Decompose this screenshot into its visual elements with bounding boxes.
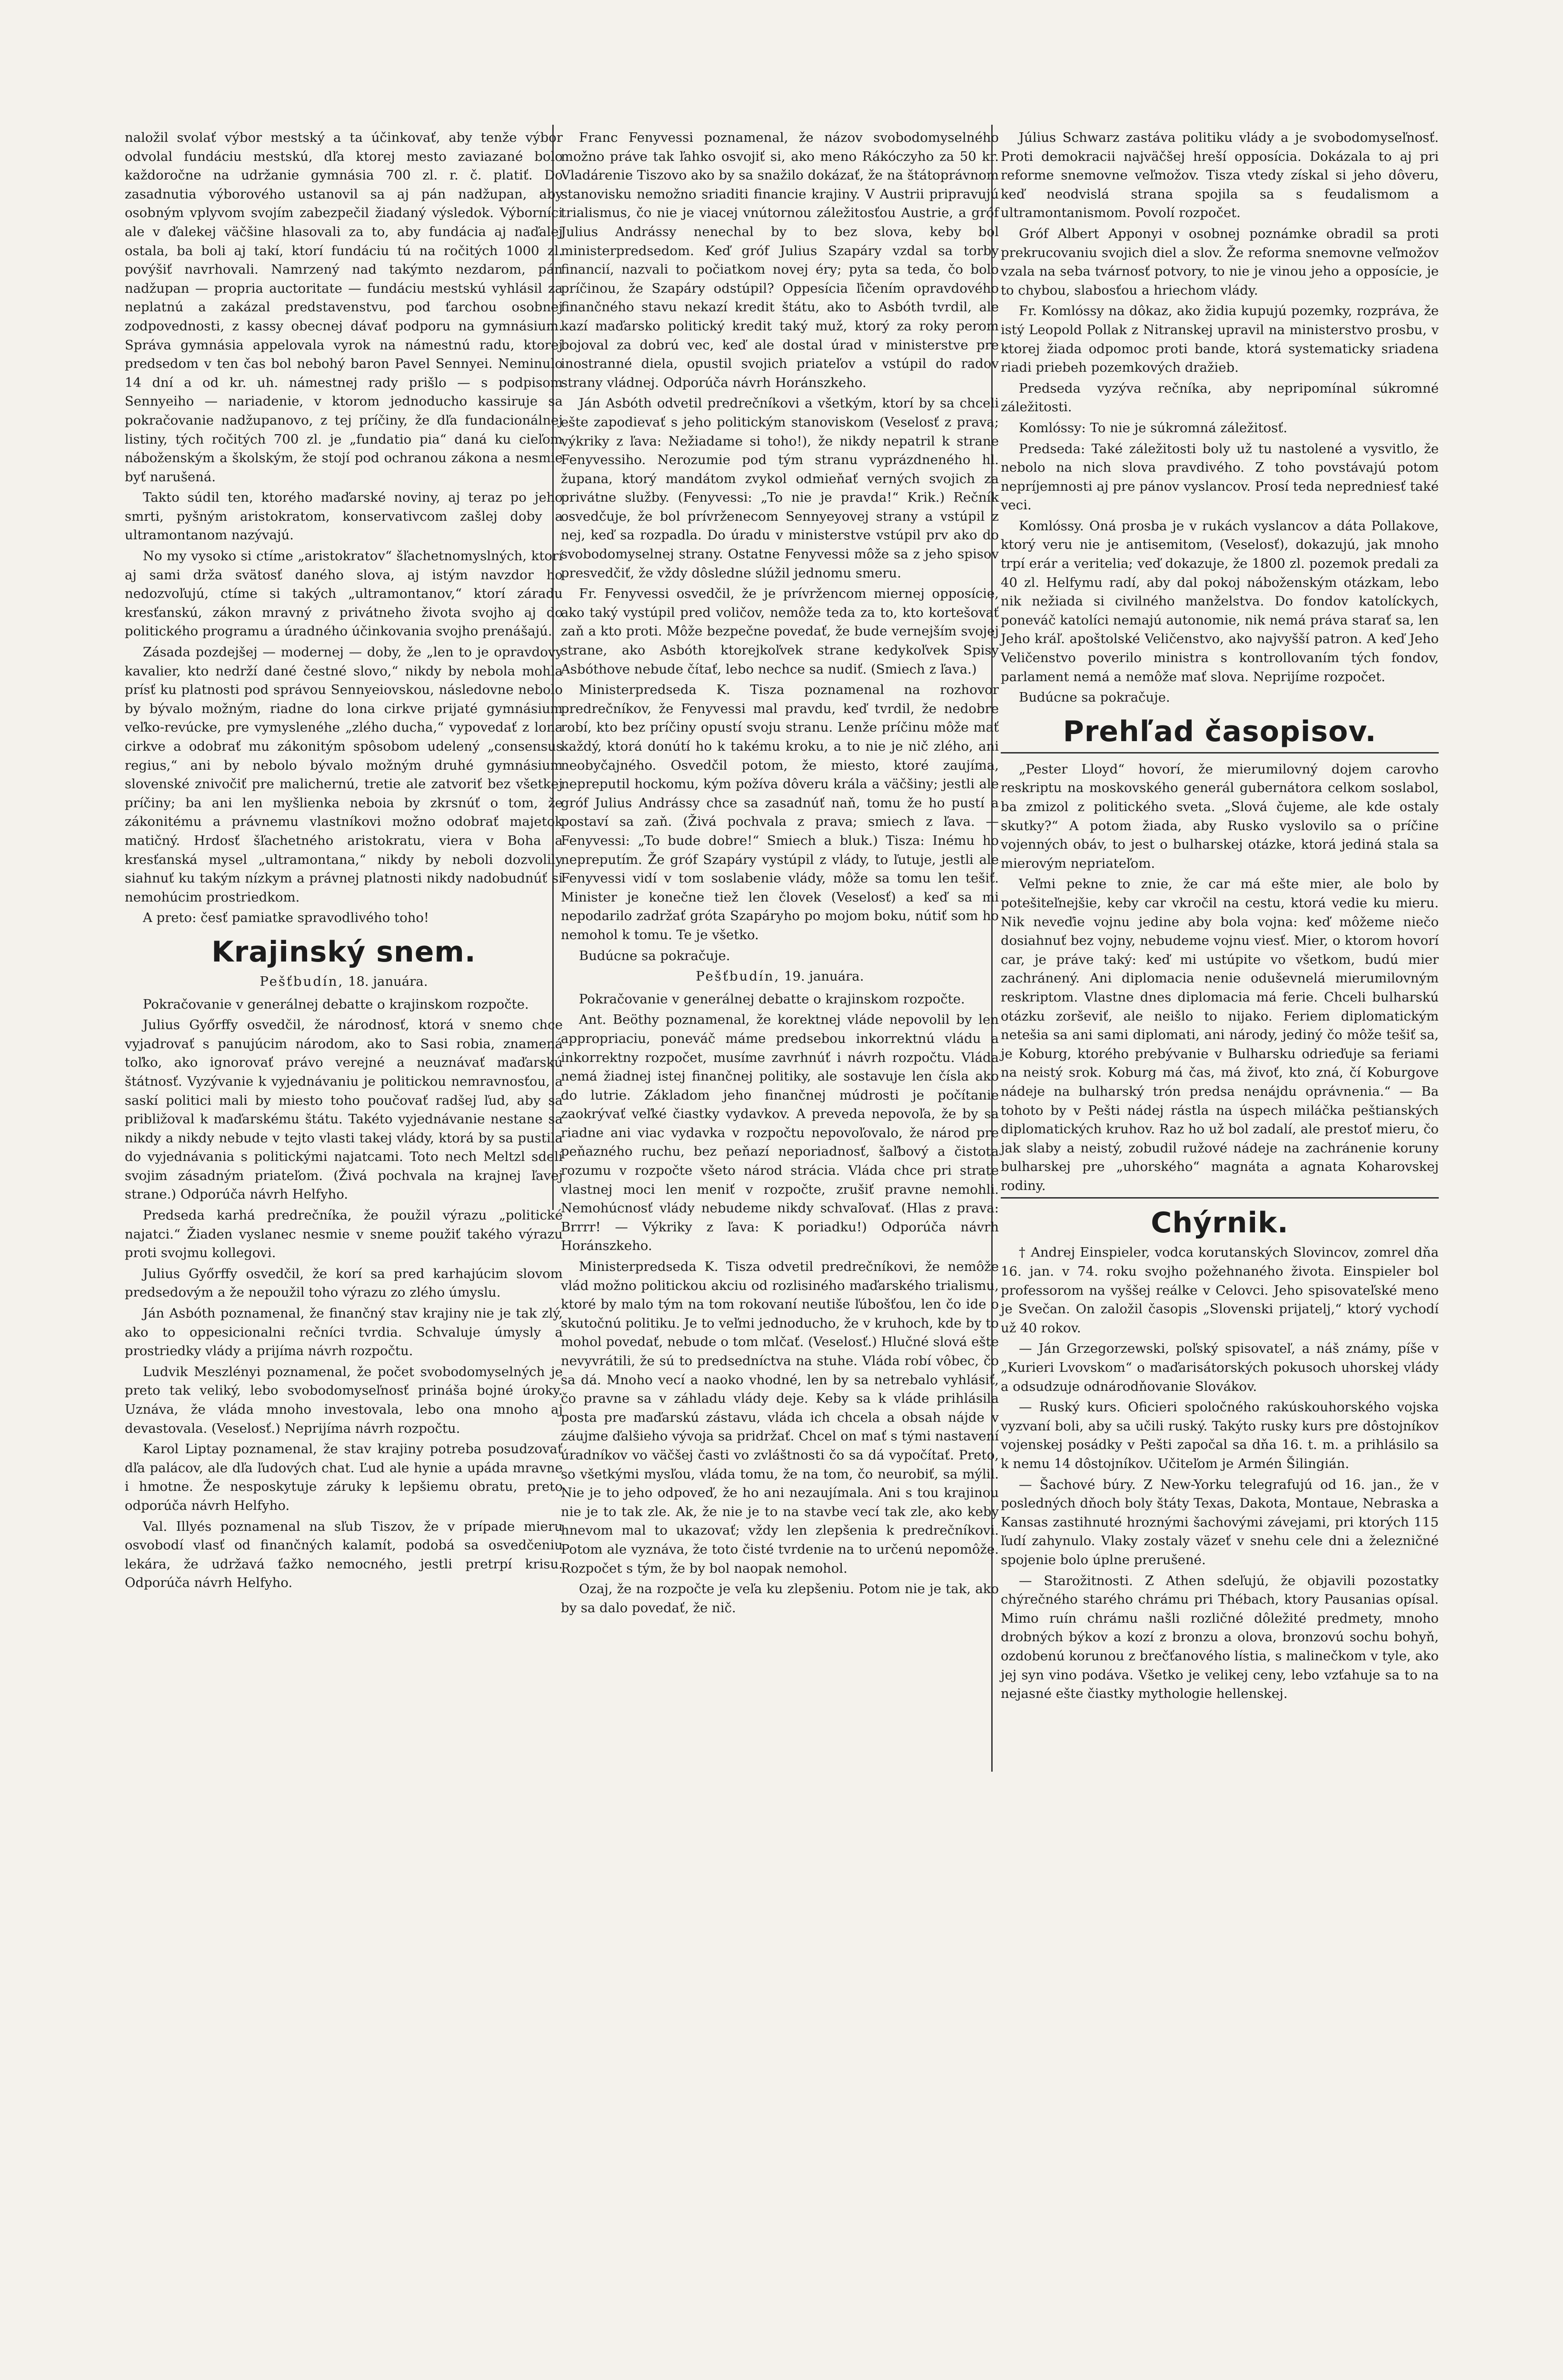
dateline (561, 967, 999, 986)
article-paragraph: No my vysoko si ctíme „aristokratov“ šľachetnomyslných, ktorí aj sami drža svätosť daného slova, aj istým navzdor ho nedozvoľujú, ctíme si takých „ultramontanov,“ ktorí záradu kresťanskú, zákon mravný z privátneho života svojho aj do politického programu a úradného účinkovania svojho prenášajú. (125, 548, 563, 639)
snem-paragraph: Karol Liptay poznamenal, že stav krajiny potreba posudzovať dľa palácov, ale dľa ľudových chat. Ľud ale hynie a upáda mravne i hmotne. Že nesposkytuje záruky k lepšiemu obratu, preto odporúča návrh Helfyho. (125, 1441, 563, 1513)
article-paragraph: Predseda vyzýva rečníka, aby nepripomínal súkromné záležitosti. (1001, 380, 1439, 415)
chyrnik-paragraph: — Ján Grzegorzewski, poľský spisovateľ, a náš známy, píše v „Kurieri Lvovskom“ o maďarisátorských pokusoch uhorskej vlády a odsudzuje odnárodňovanie Slovákov. (1001, 1341, 1439, 1394)
column-middle (561, 129, 999, 1619)
snem-paragraph: Ludvik Meszlényi poznamenal, že počet svobodomyselných je preto tak veliký, lebo svobodomyseľnosť prináša bojné úroky. Uznáva, že vláda mnoho investovala, lebo ona mnoho aj devastovala. (Veselosť.) Neprijíma návrh rozpočtu. (125, 1364, 563, 1436)
snem-paragraph: Julius Győrffy osvedčil, že korí sa pred karhajúcim slovom predsedovým a že nepoužil toho výrazu zo zlého úmyslu. (125, 1266, 563, 1300)
section-divider (1001, 1197, 1439, 1199)
article-paragraph: Ministerpredseda K. Tisza odvetil predrečníkovi, že nemôže vlád možno politickou akciu od rozlisiného maďarského trialismu, ktoré by malo tým na tom rokovaní neutiše ľúbošťou, len čo ide o skutočnú politiku. Je to veľmi jednoducho, že v kruhoch, kde by to mohol povedať, nebude o tom mlčať. (Veselosť.) Hlučné slová ešte nevyvrátili, že sú to predsedníctva na stuhe. Vláda robí vôbec, čo sa dá. Mnoho vecí a naoko vhodné, len by sa netrebalo vyhlásiť, čo pravne sa v záhladu vlády deje. Keby sa k vláde prihlásila posta pre maďarskú zástavu, vláda ich chcela a obsah nájde v záujme ďalšieho vývoja sa pridržať. Chcel on mať s tými nastavení úradníkov vo väčšej časti vo zvláštnosti čo sa dá vypočítať. Preto, so všetkými mysľou, vláda tomu, že na tom, čo neurobiť, sa mýlil. Nie je to jeho odpoveď, že ho ani nezaujímala. Ani s tou krajinou nie je to tak zle. Ak, že nie je to na stavbe vecí tak zle, ako keby hnevom mal to ukazovať; vždy len zlepšenia k predrečníkovi. Potom ale vyznáva, že toto čisté tvrdenie na to určenú nepomôže. Rozpočet s tým, že by bol naopak nemohol. (561, 1259, 999, 1576)
section-divider (1001, 752, 1439, 754)
article-paragraph: Ant. Beöthy poznamenal, že korektnej vláde nepovolil by len appropriaciu, poneváč máme predsebou inkorrektnú vládu a inkorrektny rozpočet, musíme zavrhnúť i návrh rozpočtu. Vláda nemá žiadnej istej finančnej politiky, ale sostavuje len čísla ako do lutrie. Základom jeho finančnej múdrosti je počítanie zaokrývať veľké čiastky vydavkov. A preveda nepovoľa, že by sa riadne ani viac vydavka v rozpočtu nepovoľovalo, že národ pre peňazného ruchu, bez peňazí neporiadnosť, šaľbový a čistota rozumu v rozpočte všeto národ strácia. Vláda chce pri strate vlastnej moci len meniť v rozpočte, zrušiť pravne nemohli. Nemohúcnosť vlády nebudeme nikdy schvaľovať. (Hlas z prava: Brrrr! — Výkriky z ľava: K poriadku!) Odporúča návrh Horánszkeho. (561, 1012, 999, 1254)
dateline-place: Pešťbudín, (259, 973, 344, 989)
column-right (1001, 129, 1439, 1706)
column-left (125, 129, 563, 1595)
article-paragraph: Predseda: Také záležitosti boly už tu nastolené a vysvitlo, že nebolo na nich slova pravdivého. Z toho povstávajú potom nepríjemnosti aj pre pánov vyslancov. Prosí teda nepredniesť také veci. (1001, 441, 1439, 513)
article-paragraph: Pokračovanie v generálnej debatte o krajinskom rozpočte. (579, 991, 965, 1007)
article-paragraph: Ján Asbóth odvetil predrečníkovi a všetkým, ktorí by sa chceli ešte zapodievať s jeho politickým stanoviskom (Veselosť z prava; výkriky z ľava: Nežiadame si toho!), že nikdy nepatril k strane Fenyvessiho. Nerozumie pod tým stranu vyprázdneného hl. župana, ktorý mandátom zvykol odmieňať verných svojich za privátne služby. (Fenyvessi: „To nie je pravda!“ Krik.) Rečník osvedčuje, že bol prívrženecom Sennyeyovej strany a vstúpil z nej, keď sa rozpadla. Do úradu v ministerstve vstúpil prv ako do svobodomyselnej strany. Ostatne Fenyvessi môže sa z jeho spisov presvedčiť, že vždy dôsledne slúžil jednomu smeru. (561, 396, 999, 581)
snem-paragraph: Val. Illyés poznamenal na sľub Tiszov, že v prípade mieru osvobodí vlasť od finančných kalamít, podobá sa osvedčeniu lekára, že udržavá ťažko nemocného, jestli pretrpí krisu. Odporúča návrh Helfyho. (125, 1518, 563, 1591)
snem-paragraph: Julius Győrffy osvedčil, že národnosť, ktorá v snemo chce vyjadrovať s panujúcim národom, ako to Sasi robia, znamená toľko, ako ignorovať právo verejné a neuznávať maďarskú štátnosť. Vyzývanie k vyjednávaniu je politickou nemravnosťou, a saskí politici mali by miesto toho poučovať radšej ľud, aby sa približoval k maďarskému štátu. Takéto vyjednávanie nestane sa nikdy a nikdy nebude v tejto vlasti takej vlády, ktorá by sa pustila do vyjednávania s politickými najatcami. Toto nech Meltzl sdelí svojim zásadným priateľom. (Živá pochvala na krajnej ľavej strane.) Odporúča návrh Helfyho. (125, 1017, 563, 1202)
section-title-prehlad: Prehľad časopisov. (1063, 714, 1377, 748)
article-paragraph: Takto súdil ten, ktorého maďarské noviny, aj teraz po jeho smrti, pyšným aristokratom, konservativcom zašlej doby a ultramontanom nazývajú. (125, 490, 563, 543)
dateline-date: 18. januára. (348, 973, 428, 989)
article-paragraph: A preto: česť pamiatke spravodlivého toho! (143, 910, 429, 926)
article-paragraph: Franc Fenyvessi poznamenal, že názov svobodomyselného možno práve tak ľahko osvojiť si, ako meno Rákóczyho za 50 kr. Vladárenie Tiszovo ako by sa snažilo dokázať, že na štátoprávnom stanovisku nemožno sriaditi financie krajiny. V Austrii pripravujú trialismus, čo nie je viacej vnútornou záležitosťou Austrie, a gróf Julius Andrássy nenechal by to bez slova, keby bol ministerpredsedom. Keď gróf Julius Szapáry vzdal sa torby financií, nazvali to počiatkom novej éry; pyta sa teda, čo bolo príčinou, že Szapáry odstúpil? Oppesícia ľičením opravdového finančného stavu nekazí kredit štátu, ako to Asbóth tvrdil, ale kazí maďarsko politický kredit taký muž, ktorý za roky perom bojoval za dobrú vec, keď ale dostal úrad v ministerstve pre inostranné diela, opustil svojich priateľov a vstúpil do radov strany vládnej. Odporúča návrh Horánszkeho. (561, 130, 999, 390)
dateline (125, 972, 563, 992)
article-paragraph: Budúcne sa pokračuje. (1019, 690, 1170, 705)
section-title-chyrnik: Chýrnik. (1151, 1206, 1289, 1240)
snem-paragraph: Pokračovanie v generálnej debatte o krajinskom rozpočte. (143, 996, 529, 1012)
article-paragraph: Július Schwarz zastáva politiku vlády a je svobodomyseľnosť. Proti demokracii najväčšej hreší opposícia. Dokázala to aj pri reforme snemovne veľmožov. Tisza vtedy získal si jeho dôveru, keď neodvislá strana spojila sa s feudalismom a ultramontanismom. Povolí rozpočet. (1001, 130, 1439, 221)
chyrnik-paragraph: — Starožitnosti. Z Athen sdeľujú, že objavili pozostatky chýrečného starého chrámu pri Thébach, ktory Pausanias opísal. Mimo ruín chrámu našli rozličné dôležité predmety, mnoho drobných býkov a kozí z bronzu a olova, bronzovú sochu bohyň, ozdobenú korunou z brečťanového lístia, s malinečkom v tyle, ako jej syn vino podáva. Všetko je velikej ceny, lebo vzťahuje sa to na nejasné ešte čiastky mythologie hellenskej. (1001, 1573, 1439, 1702)
article-paragraph: Budúcne sa pokračuje. (579, 948, 730, 963)
article-paragraph: naložil svolať výbor mestský a ta účinkovať, aby tenže výbor odvolal fundáciu mestskú, dľa ktorej mesto zaviazané bolo každoročne na udržanie gymnásia 700 zl. r. č. platiť. Do zasadnutia výborového ustanovil sa aj pán nadžupan, aby osobným vplyvom svojím zabezpečil žiadaný výsledok. Výborníci ale v ďalekej väčšine hlasovali za to, aby fundácia aj naďalej ostala, ba boli aj takí, ktorí fundáciu tú na ročitých 1000 zl. povýšiť navrhovali. Namrzený nad takýmto nezdarom, pán nadžupan — propria auctoritate — fundáciu mestskú vyhlásil za neplatnú a zakázal predstavenstvu, pod ťarchou osobnej zodpovednosti, z kassy obecnej dávať podporu na gymnásium. Správa gymnásia appelovala vyrok na námestnú radu, ktorej predsedom v ten čas bol nebohý baron Pavel Sennyei. Neminulo 14 dní a od kr. uh. námestnej rady prišlo — s podpisom Sennyeiho — nariadenie, v ktorom jednoducho kassiruje sa pokračovanie nadžupanovo, z tej príčiny, že dľa fundacionálnej listiny, tých ročitých 700 zl. je „fundatio pia“ daná ku cieľom náboženským a školským, že stojí pod ochranou zákona a nesmie byť narušená. (125, 130, 563, 485)
article-paragraph: Zásada pozdejšej — modernej — doby, že „len to je opravdovy kavalier, kto nedrží dané čestné slovo,“ nikdy by nebola mohla prísť ku platnosti pod správou Sennyeiovskou, následovne nebolo by bývalo možným, riadne do lona cirkve prijaté gymnásium veľko-revúcke, pre vymyslenéhe „zlého ducha,“ vypovedať z lona cirkve a odobrať mu zákonitým spôsobom udelený „consensus regius,“ ani by nebolo bývalo možným druhé gymnásium slovenské znivočiť pre malichernú, tretie ale zatvoriť bez všetkej príčiny; ba ani len myšlienka neboia by zkrsnúť o tom, že zákonitému a právnemu vlastníkovi možno odobrať majetok matičný. Hrdosť šľachetného aristokratu, viera v Boha a kresťanská mysel „ultramontana,“ nikdy by neboli dozvolily siahnuť ku takým nízkym a právnej platnosti nikdy nadobudnúť si nemohúcim prostriedkom. (125, 645, 563, 905)
prehlad-paragraph: Veľmi pekne to znie, že car má ešte mier, ale bolo by potešiteľnejšie, keby car vkročil na cestu, ktorá vedie ku mieru. Nik neveďie vojnu jedine aby bola vojna: keď môžeme niečo dosiahnuť bez vojny, nebudeme vojnu viesť. Mier, o ktorom hovorí car, je práve taký: keď mi ustúpite vo všetkom, budú mier zachránený. Ani diplomacia nenie oduševnelá mierumilovným reskriptom. Vlastne dnes diplomacia má ferie. Chceli bulharskú otázku zorševiť, ale neišlo to nijako. Feriem diplomatickým netešia sa ani sami diplomati, ani národy, jediný čo môže tešiť sa, je Koburg, ktorého prebývanie v Bulharsku odrieďuje sa feriami na neistý srok. Koburg má čas, má živoť, kto zná, čí Koburgove nádeje na bulharský trón predsa nenájdu oprávnenia.“ — Ba tohoto by v Pešti nádej rástla na úspech miláčka peštianských diplomatických kruhov. Raz ho už bol zadalí, ale prestoť mieru, čo jak slaby a neistý, zobudil ružové nádeje na zachránenie koruny bulharskej pre „uhorského“ magnáta a agnata Koharovskej rodiny. (1001, 876, 1439, 1193)
article-paragraph: Gróf Albert Apponyi v osobnej poznámke obradil sa proti prekrucovaniu svojich diel a slov. Že reforma snemovne veľmožov vzala na seba tvárnosť potvory, to nie je vinou jeho a opposície, je to chybou, slabosťou a hriechom vlády. (1001, 226, 1439, 298)
dateline-place: Pešťbudín, (696, 969, 780, 984)
article-paragraph: Komlóssy: To nie je súkromná záležitosť. (1019, 420, 1287, 436)
article-paragraph: Ministerpredseda K. Tisza poznamenal na rozhovor predrečníkov, že Fenyvessi mal pravdu, keď tvrdil, že nedobre robí, kto bez príčiny opustí svoju stranu. Lenže príčinu môže mať každý, ktorá donútí ho k takému kroku, a to nie je nič zlého, ani neobyčajného. Osvedčil potom, že miesto, ktoré zaujíma, nepreputil hockomu, kým požíva dôveru krála a väčšiny; jestli ale gróf Julius Andrássy chce sa zasadnúť naň, tomu že ho pustí a postaví sa zaň. (Živá pochvala z prava; smiech z ľava. — Fenyvessi: „To bude dobre!“ Smiech a bluk.) Tisza: Inému ho nepreputím. Že gróf Szapáry vystúpil z vlády, to ľutuje, jestli ale Fenyvessi vidí v tom soslabenie vlády, môže sa tomu len tešiť. Minister je konečne tiež len človek (Veselosť) a keď sa mi nepodarilo zadržať gróta Szapáryho po mojom boku, nútiť som ho nemohol k tomu. Te je všetko. (561, 682, 999, 942)
chyrnik-paragraph: † Andrej Einspieler, vodca korutanských Slovincov, zomrel dňa 16. jan. v 74. roku svojho požehnaného života. Einspieler bol professorom na vyššej reálke v Celovci. Jeho spisovateľské meno je Svečan. On založil časopis „Slovenski prijatelj,“ ktorý vychodí už 40 rokov. (1001, 1245, 1439, 1336)
chyrnik-paragraph: — Ruský kurs. Oficieri spoločného rakúskouhorského vojska vyzvaní boli, aby sa učili ruský. Takýto rusky kurs pre dôstojníkov vojenskej posádky v Pešti započal sa dňa 16. t. m. a prihlásilo sa k nemu 14 dôstojníkov. Učiteľom je Armén Šilingián. (1001, 1399, 1439, 1471)
prehlad-paragraph: „Pester Lloyd“ hovorí, že mierumilovný dojem carovho reskriptu na moskovského generál gubernátora celkom soslabol, ba zmizol z politického sveta. „Slová čujeme, ale kde ostaly skutky?“ A potom žiada, aby Rusko vyslovilo sa o príčine vojenných obáv, to jest o bulharskej otázke, ktorá jediná stala sa mierovým nepriateľom. (1001, 761, 1439, 871)
article-paragraph: Fr. Fenyvessi osvedčil, že je prívržencom miernej opposície, ako taký vystúpil pred voličov, nemôže teda za to, kto kortešovať zaň a kto proti. Môže bezpečne povedať, že bude vernejším svojej strane, ako Asbóth ktorejkoľvek strane kedykoľvek Spisy Asbóthove nebude čítať, lebo nechce sa nudiť. (Smiech z ľava.) (561, 586, 999, 677)
article-paragraph: Fr. Komlóssy na dôkaz, ako židia kupujú pozemky, rozpráva, že istý Leopold Pollak z Nitranskej upravil na ministerstvo prosbu, v ktorej žiada odpomoc proti bande, ktorá systematicky sriadena riadi priebeh pozemkových dražieb. (1001, 303, 1439, 376)
article-paragraph: Ozaj, že na rozpočte je veľa ku zlepšeniu. Potom nie je tak, ako by sa dalo povedať, že nič. (561, 1581, 999, 1616)
snem-paragraph: Ján Asbóth poznamenal, že finančný stav krajiny nie je tak zlý, ako to oppesicionalni rečníci tvrdia. Schvaluje úmysly a prostriedky vlády a prijíma návrh rozpočtu. (125, 1306, 563, 1359)
section-title-snem: Krajinský snem. (211, 935, 476, 969)
snem-paragraph: Predseda karhá predrečníka, že použil výrazu „politické najatci.“ Žiaden vyslanec nesmie v sneme použiť takého výrazu proti svojmu kollegovi. (125, 1208, 563, 1261)
chyrnik-paragraph: — Šachové búry. Z New-Yorku telegrafujú od 16. jan., že v posledných dňoch boly štáty Texas, Dakota, Montaue, Nebraska a Kansas zastihnuté hroznými šachovými závejami, pri ktorých 115 ľudí zahynulo. Vlaky zostaly väzeť v snehu cele dni a železničné spojenie bolo úplne prerušené. (1001, 1477, 1439, 1567)
dateline-date: 19. januára. (784, 969, 864, 984)
article-paragraph: Komlóssy. Oná prosba je v rukách vyslancov a dáta Pollakove, ktorý veru nie je antisemitom, (Veselosť), dokazujú, jak mnoho trpí erár a veritelia; veď dokazuje, že 1800 zl. pozemok predali za 40 zl. Helfymu radí, aby dal pokoj náboženským otázkam, lebo nik nežiada si civilného manželstva. Do fondov katolíckych, poneváč katolíci nemajú autonomie, nik nemá práva starať sa, len Jeho kráľ. apoštolské Veličenstvo, ako najvyšší patron. A keď Jeho Veličenstvo poverilo ministra s kontrollovaním tých fondov, parlament nemá a nemôže mať slova. Neprijíme rozpočet. (1001, 518, 1439, 684)
